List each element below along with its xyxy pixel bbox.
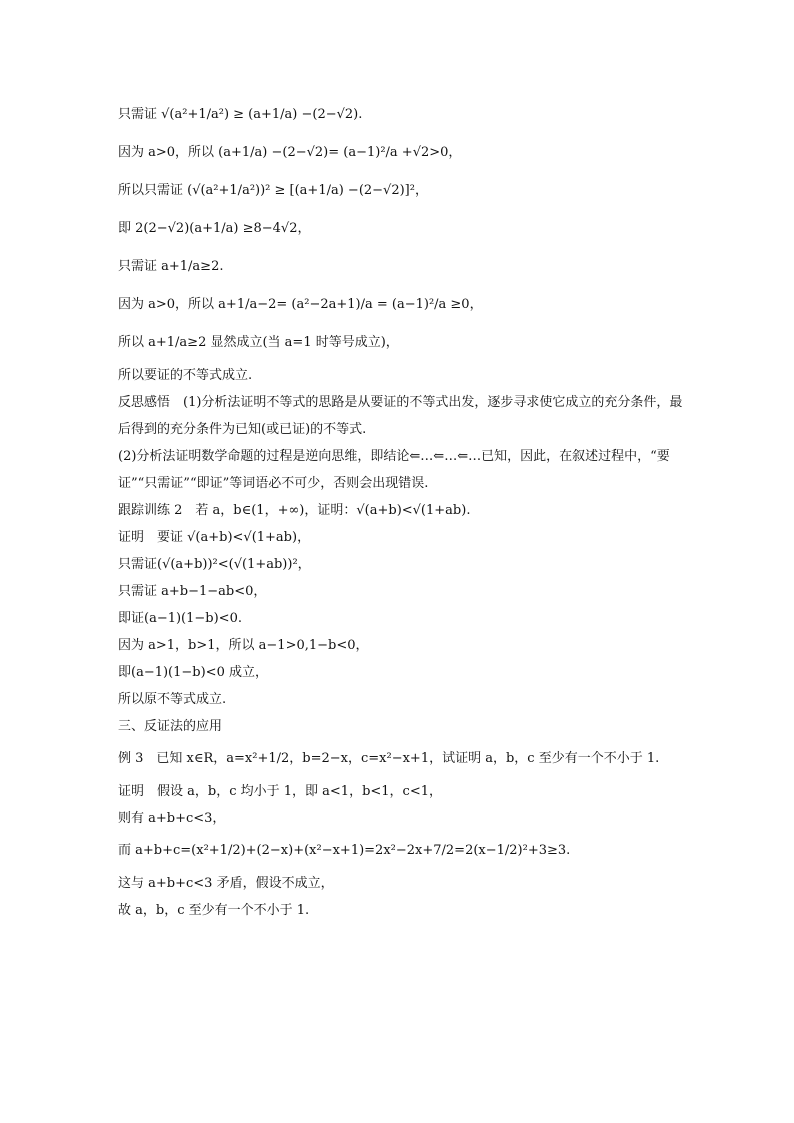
text-line: 因为 a>0，所以 a+1/a−2= (a²−2a+1)/a = (a−1)²/a ≥0， bbox=[118, 297, 483, 312]
exercise-title: 跟踪训练 2 若 a，b∈(1，+∞)，证明：√(a+b)<√(1+ab). bbox=[118, 503, 471, 518]
text-line: 而 a+b+c=(x²+1/2)+(2−x)+(x²−x+1)=2x²−2x+7/2=2(x−1/2)²+3≥3. bbox=[118, 843, 571, 858]
text-line: 证明 假设 a，b，c 均小于 1，即 a<1，b<1，c<1， bbox=[118, 784, 442, 799]
text-line: 因为 a>1，b>1，所以 a−1>0,1−b<0， bbox=[118, 638, 369, 653]
text-line: 所以要证的不等式成立. bbox=[118, 368, 253, 383]
text-line: 即 2(2−√2)(a+1/a) ≥8−4√2， bbox=[118, 221, 311, 236]
text-line: 只需证 a+b−1−ab<0， bbox=[118, 584, 267, 599]
text-line: 则有 a+b+c<3， bbox=[118, 811, 226, 826]
section-heading: 三、反证法的应用 bbox=[118, 719, 223, 734]
text-line: 证明 要证 √(a+b)<√(1+ab)， bbox=[118, 530, 311, 545]
text-line: 只需证 √(a²+1/a²) ≥ (a+1/a) −(2−√2). bbox=[118, 107, 363, 122]
text-line: 即证(a−1)(1−b)<0. bbox=[118, 611, 242, 626]
text-line: 即(a−1)(1−b)<0 成立， bbox=[118, 665, 268, 680]
proof-content bbox=[118, 96, 684, 924]
text-line: 因为 a>0，所以 (a+1/a) −(2−√2)= (a−1)²/a +√2>0， bbox=[118, 145, 462, 160]
text-line: 这与 a+b+c<3 矛盾，假设不成立， bbox=[118, 876, 334, 891]
text-line: 所以原不等式成立. bbox=[118, 692, 227, 707]
reflection-paragraph-1: 反思感悟 (1)分析法证明不等式的思路是从要证的不等式出发，逐步寻求使它成立的充分条件，最后得到的充分条件为已知(或已证)的不等式. bbox=[118, 395, 683, 437]
text-line: 故 a，b，c 至少有一个不小于 1. bbox=[118, 903, 310, 918]
text-line: 所以只需证 (√(a²+1/a²))² ≥ [(a+1/a) −(2−√2)]²， bbox=[118, 183, 428, 198]
reflection-paragraph-2: (2)分析法证明数学命题的过程是逆向思维，即结论⇐…⇐…⇐…已知，因此，在叙述过程中，“要证”“只需证”“即证”等词语必不可少，否则会出现错误. bbox=[118, 449, 670, 491]
example-title: 例 3 已知 x∈R，a=x²+1/2，b=2−x，c=x²−x+1，试证明 a，b，c 至少有一个不小于 1. bbox=[118, 751, 660, 766]
text-line: 只需证(√(a+b))²<(√(1+ab))²， bbox=[118, 557, 311, 572]
text-line: 只需证 a+1/a≥2. bbox=[118, 259, 224, 274]
text-line: 所以 a+1/a≥2 显然成立(当 a=1 时等号成立)， bbox=[118, 335, 399, 350]
